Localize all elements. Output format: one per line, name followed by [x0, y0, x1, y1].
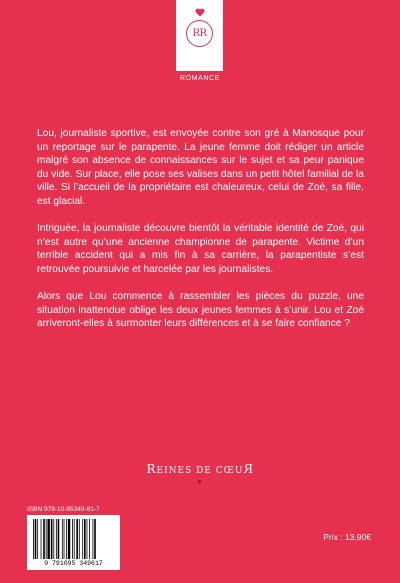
barcode-bar	[79, 519, 80, 559]
barcode-bar	[93, 519, 94, 559]
barcode-bar	[35, 519, 37, 559]
imprint-r: R	[243, 462, 254, 476]
barcode-bar	[53, 519, 54, 559]
barcode-bar	[72, 519, 73, 559]
barcode-bar	[76, 519, 78, 559]
barcode-bar	[84, 519, 86, 559]
barcode-bar	[58, 519, 60, 559]
barcode-bar	[68, 519, 70, 559]
barcode-bar	[66, 519, 67, 559]
barcode	[27, 515, 120, 570]
barcode-bar	[64, 519, 65, 559]
heart-icon	[195, 8, 205, 17]
barcode-bar	[33, 519, 34, 559]
barcode-bar	[89, 519, 90, 559]
imprint-main: EINES DE C	[156, 466, 224, 476]
barcode-bar	[87, 519, 88, 559]
barcode-bar	[46, 519, 47, 559]
barcode-bar	[94, 519, 96, 559]
barcode-bar	[37, 519, 38, 559]
barcode-bar	[56, 519, 57, 559]
isbn-label: ISBN 979-10-95349-61-7	[27, 506, 100, 513]
imprint-name	[0, 462, 400, 476]
imprint-end: U	[234, 466, 244, 476]
imprint-oe: Œ	[223, 466, 235, 476]
barcode-digits: 9 791095 349617	[44, 560, 103, 567]
imprint-prefix: R	[146, 462, 157, 476]
barcode-bar	[47, 519, 49, 559]
price-label: Prix : 13,90€	[323, 532, 371, 542]
barcode-bar	[41, 519, 42, 559]
barcode-bar	[51, 519, 53, 559]
barcode-bar	[62, 519, 63, 559]
logo-text: RR	[192, 28, 207, 39]
collection-label: ROMANCE	[180, 75, 220, 82]
back-cover-blurb	[37, 127, 364, 344]
blurb-paragraph-2: Intriguée, la journaliste découvre bientôt la véritable identité de Zoé, qui n’est autre qu’une ancienne championne de parapente. Victime d’un terrible accident qui a mis fin à sa carrière, la parapentiste s’est retrouvée poursuivie et harcelée par les journalistes.	[37, 223, 364, 275]
publisher-logo	[186, 20, 213, 47]
blurb-paragraph-1: Lou, journaliste sportive, est envoyée contre son gré à Manosque pour un reportage sur le parapente. La jeune femme doit rédiger un article malgré son absence de connaissances sur le sujet et sa peur panique du vide. Sur place, elle pose ses valises dans un petit hôtel familial de la ville. Si l’accueil de la propriétaire est chaleureux, celui de Zoé, sa fille, est glacial.	[37, 128, 364, 207]
small-heart-icon	[197, 480, 202, 484]
publisher-logo-tab	[176, 0, 223, 71]
barcode-bars	[32, 519, 115, 559]
blurb-paragraph-3: Alors que Lou commence à rassembler les pièces du puzzle, une situation inattendue oblige les deux jeunes femmes à s’unir. Lou et Zoé arriveront-elles à surmonter leurs différences et à se faire confiance ?	[37, 290, 364, 330]
barcode-bar	[74, 519, 75, 559]
barcode-bar	[82, 519, 83, 559]
barcode-bar	[43, 519, 45, 559]
